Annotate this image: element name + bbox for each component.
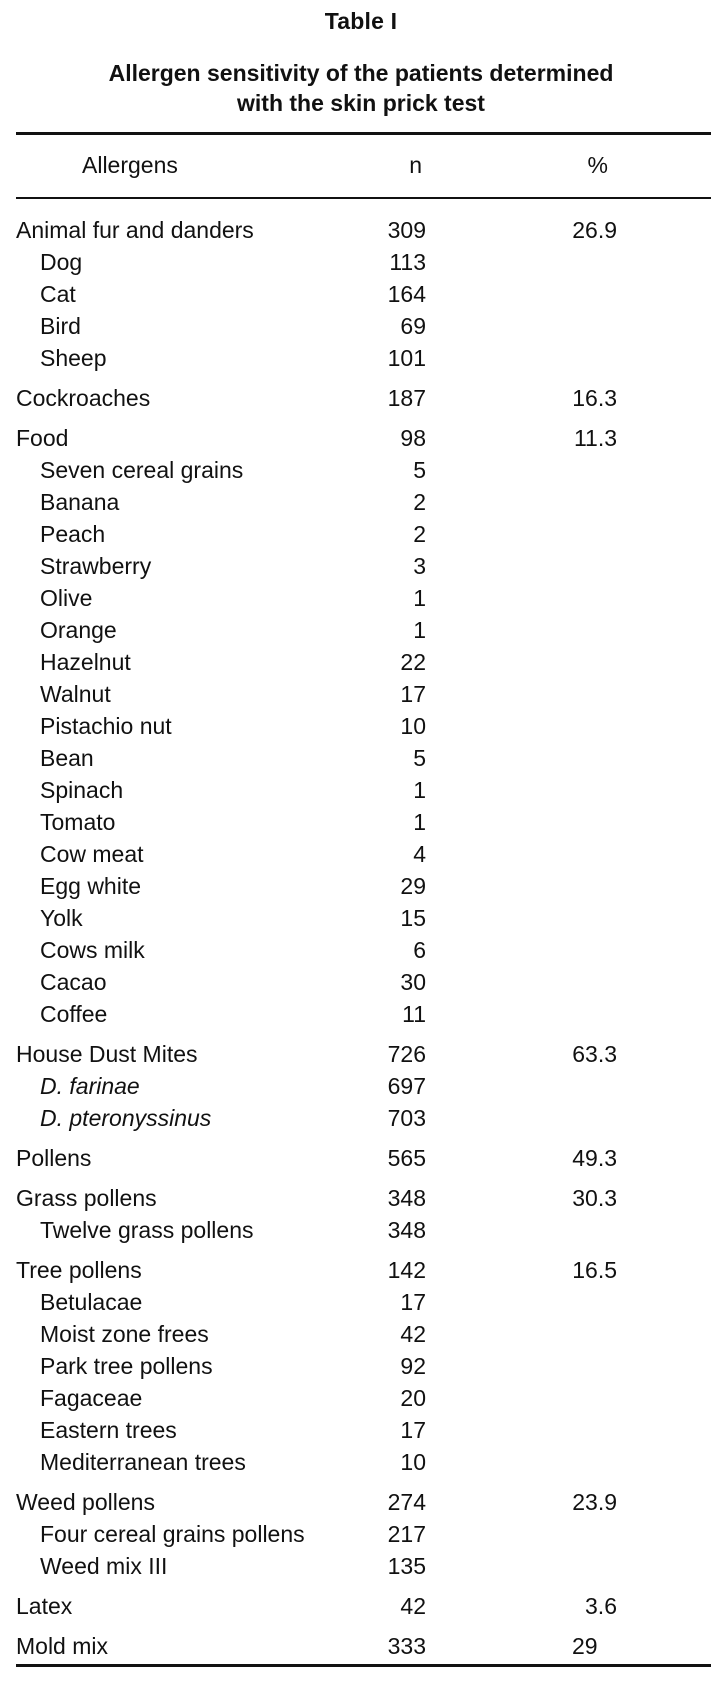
count-value: 1: [413, 617, 426, 643]
table-label: Table I: [324, 8, 398, 34]
count-value: 333: [387, 1633, 426, 1659]
allergen-name: Banana: [40, 489, 120, 515]
percent-value: 26.9: [572, 217, 617, 243]
percent-value: 30.3: [572, 1185, 617, 1211]
subcategory-row: [0, 710, 722, 742]
count-value: 4: [413, 841, 426, 867]
allergen-name: Dog: [40, 249, 83, 275]
count-value: 29: [400, 873, 426, 899]
subcategory-row: [0, 518, 722, 550]
percent-value: 23.9: [572, 1489, 617, 1515]
allergen-name: Eastern trees: [40, 1417, 177, 1443]
count-value: 142: [387, 1257, 426, 1283]
category-row: [0, 214, 722, 246]
count-value: 726: [387, 1041, 426, 1067]
allergen-name: Sheep: [40, 345, 107, 371]
subcategory-row: [0, 246, 722, 278]
percent-value: 63.3: [572, 1041, 617, 1067]
table-body: [0, 214, 722, 1662]
subcategory-row: [0, 1350, 722, 1382]
count-value: 135: [387, 1553, 426, 1579]
allergen-name: Olive: [40, 585, 93, 611]
count-value: 2: [413, 521, 426, 547]
subcategory-row: [0, 1318, 722, 1350]
subcategory-row: [0, 310, 722, 342]
subcategory-row: [0, 838, 722, 870]
allergen-name: Food: [16, 425, 69, 451]
percent-value: 3.6: [585, 1593, 617, 1619]
allergen-name: Animal fur and danders: [16, 217, 254, 243]
count-value: 17: [400, 681, 426, 707]
count-value: 187: [387, 385, 426, 411]
subcategory-row: [0, 1550, 722, 1582]
allergen-name: D. pteronyssinus: [40, 1105, 212, 1131]
category-row: [0, 382, 722, 414]
count-value: 98: [400, 425, 426, 451]
count-value: 69: [400, 313, 426, 339]
allergen-name: Grass pollens: [16, 1185, 157, 1211]
count-value: 274: [387, 1489, 426, 1515]
category-row: [0, 1254, 722, 1286]
percent-value: 29: [572, 1633, 598, 1659]
subcategory-row: [0, 1446, 722, 1478]
subcategory-row: [0, 902, 722, 934]
allergen-name: Mediterranean trees: [40, 1449, 246, 1475]
allergen-name: Cat: [40, 281, 76, 307]
count-value: 22: [400, 649, 426, 675]
header-allergens: Allergens: [82, 152, 178, 178]
allergen-name: Tomato: [40, 809, 116, 835]
count-value: 6: [413, 937, 426, 963]
count-value: 113: [389, 249, 426, 275]
allergen-name: Latex: [16, 1593, 73, 1619]
subcategory-row: [0, 1518, 722, 1550]
count-value: 42: [400, 1593, 426, 1619]
allergen-name: Spinach: [40, 777, 124, 803]
category-row: [0, 1182, 722, 1214]
top-rule: [16, 132, 711, 135]
subcategory-row: [0, 342, 722, 374]
allergen-name: Weed pollens: [16, 1489, 155, 1515]
count-value: 1: [413, 809, 426, 835]
category-row: [0, 1486, 722, 1518]
header-rule: [16, 197, 711, 199]
count-value: 17: [400, 1417, 426, 1443]
subcategory-row: [0, 998, 722, 1030]
header-percent: %: [587, 152, 608, 178]
count-value: 309: [387, 217, 426, 243]
allergen-name: Bean: [40, 745, 94, 771]
subcategory-row: [0, 646, 722, 678]
subcategory-row: [0, 966, 722, 998]
subcategory-row: [0, 678, 722, 710]
subcategory-row: [0, 582, 722, 614]
allergen-name: House Dust Mites: [16, 1041, 198, 1067]
allergen-name: Cow meat: [40, 841, 144, 867]
allergen-name: Cockroaches: [16, 385, 151, 411]
allergen-name: Orange: [40, 617, 117, 643]
percent-value: 49.3: [572, 1145, 617, 1171]
allergen-name: Egg white: [40, 873, 142, 899]
count-value: 703: [387, 1105, 426, 1131]
count-value: 92: [400, 1353, 426, 1379]
subcategory-row: [0, 934, 722, 966]
category-row: [0, 1142, 722, 1174]
allergen-name: Pollens: [16, 1145, 92, 1171]
count-value: 17: [400, 1289, 426, 1315]
bottom-rule: [16, 1664, 711, 1667]
category-row: [0, 422, 722, 454]
allergen-name: Weed mix III: [40, 1553, 168, 1579]
count-value: 348: [387, 1217, 426, 1243]
table-caption: [0, 58, 722, 118]
subcategory-row: [0, 454, 722, 486]
allergen-name: Cows milk: [40, 937, 145, 963]
allergen-name: Tree pollens: [16, 1257, 142, 1283]
count-value: 42: [400, 1321, 426, 1347]
count-value: 3: [413, 553, 426, 579]
allergen-name: Cacao: [40, 969, 107, 995]
allergen-name: Coffee: [40, 1001, 108, 1027]
allergen-name: Yolk: [40, 905, 83, 931]
caption-line-2: with the skin prick test: [237, 90, 485, 116]
subcategory-row: [0, 1214, 722, 1246]
caption-line-1: Allergen sensitivity of the patients determined: [108, 60, 614, 86]
count-value: 164: [387, 281, 426, 307]
allergen-name: Bird: [40, 313, 81, 339]
allergen-name: Strawberry: [40, 553, 152, 579]
subcategory-row: [0, 1414, 722, 1446]
subcategory-row: [0, 1382, 722, 1414]
subcategory-row: [0, 278, 722, 310]
count-value: 10: [400, 1449, 426, 1475]
count-value: 217: [387, 1521, 426, 1547]
header-n: n: [409, 152, 422, 178]
percent-value: 16.5: [572, 1257, 617, 1283]
allergen-name: Four cereal grains pollens: [40, 1521, 305, 1547]
category-row: [0, 1630, 722, 1662]
count-value: 11: [402, 1001, 426, 1027]
subcategory-row: [0, 486, 722, 518]
subcategory-row: [0, 614, 722, 646]
count-value: 5: [413, 457, 426, 483]
allergen-name: Seven cereal grains: [40, 457, 244, 483]
subcategory-row: [0, 806, 722, 838]
count-value: 20: [400, 1385, 426, 1411]
allergen-name: Moist zone frees: [40, 1321, 209, 1347]
allergen-name: Fagaceae: [40, 1385, 143, 1411]
percent-value: 16.3: [572, 385, 617, 411]
allergen-name: Pistachio nut: [40, 713, 172, 739]
count-value: 101: [387, 345, 426, 371]
allergen-name: D. farinae: [40, 1073, 140, 1099]
count-value: 565: [387, 1145, 426, 1171]
subcategory-row: [0, 774, 722, 806]
count-value: 1: [413, 585, 426, 611]
count-value: 1: [413, 777, 426, 803]
allergen-name: Betulacae: [40, 1289, 143, 1315]
subcategory-row: [0, 1102, 722, 1134]
subcategory-row: [0, 1286, 722, 1318]
allergen-name: Twelve grass pollens: [40, 1217, 254, 1243]
subcategory-row: [0, 550, 722, 582]
subcategory-row: [0, 742, 722, 774]
subcategory-row: [0, 1070, 722, 1102]
category-row: [0, 1038, 722, 1070]
subcategory-row: [0, 870, 722, 902]
count-value: 2: [413, 489, 426, 515]
count-value: 10: [400, 713, 426, 739]
percent-value: 11.3: [573, 425, 617, 451]
allergen-name: Park tree pollens: [40, 1353, 213, 1379]
allergen-name: Walnut: [40, 681, 111, 707]
allergen-name: Mold mix: [16, 1633, 109, 1659]
count-value: 15: [400, 905, 426, 931]
category-row: [0, 1590, 722, 1622]
count-value: 697: [387, 1073, 426, 1099]
count-value: 5: [413, 745, 426, 771]
count-value: 348: [387, 1185, 426, 1211]
count-value: 30: [400, 969, 426, 995]
allergen-name: Hazelnut: [40, 649, 131, 675]
allergen-name: Peach: [40, 521, 106, 547]
